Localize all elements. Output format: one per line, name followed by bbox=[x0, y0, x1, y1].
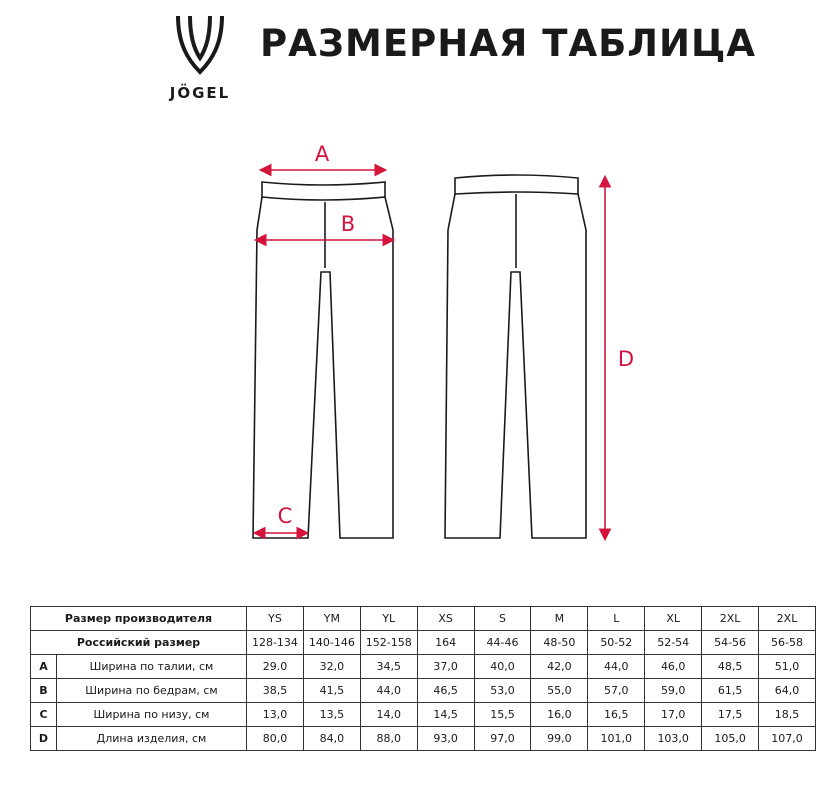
measurement-value-cell: 13,0 bbox=[247, 703, 304, 727]
manufacturer-size-row bbox=[31, 607, 816, 631]
measurement-value-cell: 14,0 bbox=[360, 703, 417, 727]
measurement-value-cell: 29.0 bbox=[247, 655, 304, 679]
measurement-value-cell: 105,0 bbox=[702, 727, 759, 751]
measurement-value-cell: 80,0 bbox=[247, 727, 304, 751]
measurement-value-cell: 46,5 bbox=[417, 679, 474, 703]
dimension-d-label: D bbox=[617, 347, 635, 371]
measurement-value-cell: 13,5 bbox=[303, 703, 360, 727]
measurement-label: Длина изделия, см bbox=[57, 727, 247, 751]
measurement-value-cell: 64,0 bbox=[759, 679, 816, 703]
measurement-value-cell: 99,0 bbox=[531, 727, 588, 751]
measurement-value-cell: 17,5 bbox=[702, 703, 759, 727]
measurement-label: Ширина по талии, см bbox=[57, 655, 247, 679]
pants-back-outline bbox=[445, 175, 586, 538]
page-title: РАЗМЕРНАЯ ТАБЛИЦА bbox=[260, 22, 756, 65]
russian-size-cell: 128-134 bbox=[247, 631, 304, 655]
size-table bbox=[30, 606, 816, 751]
measurement-row bbox=[31, 703, 816, 727]
measurement-letter: D bbox=[31, 727, 57, 751]
manufacturer-size-cell: S bbox=[474, 607, 531, 631]
measurement-value-cell: 42,0 bbox=[531, 655, 588, 679]
measurement-value-cell: 57,0 bbox=[588, 679, 645, 703]
pants-front-outline bbox=[253, 182, 393, 538]
manufacturer-size-cell: YS bbox=[247, 607, 304, 631]
measurement-value-cell: 88,0 bbox=[360, 727, 417, 751]
russian-size-cell: 48-50 bbox=[531, 631, 588, 655]
russian-size-cell: 152-158 bbox=[360, 631, 417, 655]
measurement-letter: B bbox=[31, 679, 57, 703]
measurement-value-cell: 48,5 bbox=[702, 655, 759, 679]
measurement-value-cell: 44,0 bbox=[360, 679, 417, 703]
russian-size-cell: 164 bbox=[417, 631, 474, 655]
russian-size-cell: 52-54 bbox=[645, 631, 702, 655]
russian-size-cell: 54-56 bbox=[702, 631, 759, 655]
manufacturer-size-cell: 2XL bbox=[702, 607, 759, 631]
measurement-value-cell: 16,5 bbox=[588, 703, 645, 727]
manufacturer-size-cell: 2XL bbox=[759, 607, 816, 631]
russian-size-cell: 56-58 bbox=[759, 631, 816, 655]
measurement-value-cell: 53,0 bbox=[474, 679, 531, 703]
measurement-value-cell: 55,0 bbox=[531, 679, 588, 703]
dimension-b-label: B bbox=[340, 212, 356, 236]
measurement-row bbox=[31, 655, 816, 679]
measurement-value-cell: 44,0 bbox=[588, 655, 645, 679]
russian-size-cell: 50-52 bbox=[588, 631, 645, 655]
measurement-value-cell: 84,0 bbox=[303, 727, 360, 751]
measurement-value-cell: 103,0 bbox=[645, 727, 702, 751]
manufacturer-size-cell: M bbox=[531, 607, 588, 631]
measurement-value-cell: 101,0 bbox=[588, 727, 645, 751]
russian-size-cell: 44-46 bbox=[474, 631, 531, 655]
measurement-value-cell: 16,0 bbox=[531, 703, 588, 727]
measurement-value-cell: 32,0 bbox=[303, 655, 360, 679]
measurement-value-cell: 15,5 bbox=[474, 703, 531, 727]
measurement-label: Ширина по низу, см bbox=[57, 703, 247, 727]
measurement-value-cell: 37,0 bbox=[417, 655, 474, 679]
brand-wordmark: JÖGEL bbox=[169, 84, 231, 102]
measurement-letter: C bbox=[31, 703, 57, 727]
dimension-a-label: A bbox=[314, 142, 330, 166]
manufacturer-size-cell: XS bbox=[417, 607, 474, 631]
measurement-row bbox=[31, 727, 816, 751]
russian-size-row bbox=[31, 631, 816, 655]
measurement-letter: A bbox=[31, 655, 57, 679]
measurement-value-cell: 40,0 bbox=[474, 655, 531, 679]
measurement-value-cell: 41,5 bbox=[303, 679, 360, 703]
measurement-value-cell: 59,0 bbox=[645, 679, 702, 703]
manufacturer-size-cell: L bbox=[588, 607, 645, 631]
measurement-value-cell: 38,5 bbox=[247, 679, 304, 703]
measurement-value-cell: 34,5 bbox=[360, 655, 417, 679]
measurement-value-cell: 61,5 bbox=[702, 679, 759, 703]
measurement-label: Ширина по бедрам, см bbox=[57, 679, 247, 703]
russian-size-label: Российский размер bbox=[31, 631, 247, 655]
manufacturer-size-cell: YM bbox=[303, 607, 360, 631]
measurement-value-cell: 93,0 bbox=[417, 727, 474, 751]
size-table-body bbox=[31, 607, 816, 751]
measurement-value-cell: 97,0 bbox=[474, 727, 531, 751]
measurement-value-cell: 51,0 bbox=[759, 655, 816, 679]
russian-size-cell: 140-146 bbox=[303, 631, 360, 655]
measurement-value-cell: 17,0 bbox=[645, 703, 702, 727]
measurement-value-cell: 46,0 bbox=[645, 655, 702, 679]
measurement-value-cell: 107,0 bbox=[759, 727, 816, 751]
measurement-value-cell: 18,5 bbox=[759, 703, 816, 727]
manufacturer-size-cell: XL bbox=[645, 607, 702, 631]
manufacturer-size-label: Размер производителя bbox=[31, 607, 247, 631]
dimension-c-label: C bbox=[277, 504, 293, 528]
measurement-value-cell: 14,5 bbox=[417, 703, 474, 727]
measurement-row bbox=[31, 679, 816, 703]
manufacturer-size-cell: YL bbox=[360, 607, 417, 631]
